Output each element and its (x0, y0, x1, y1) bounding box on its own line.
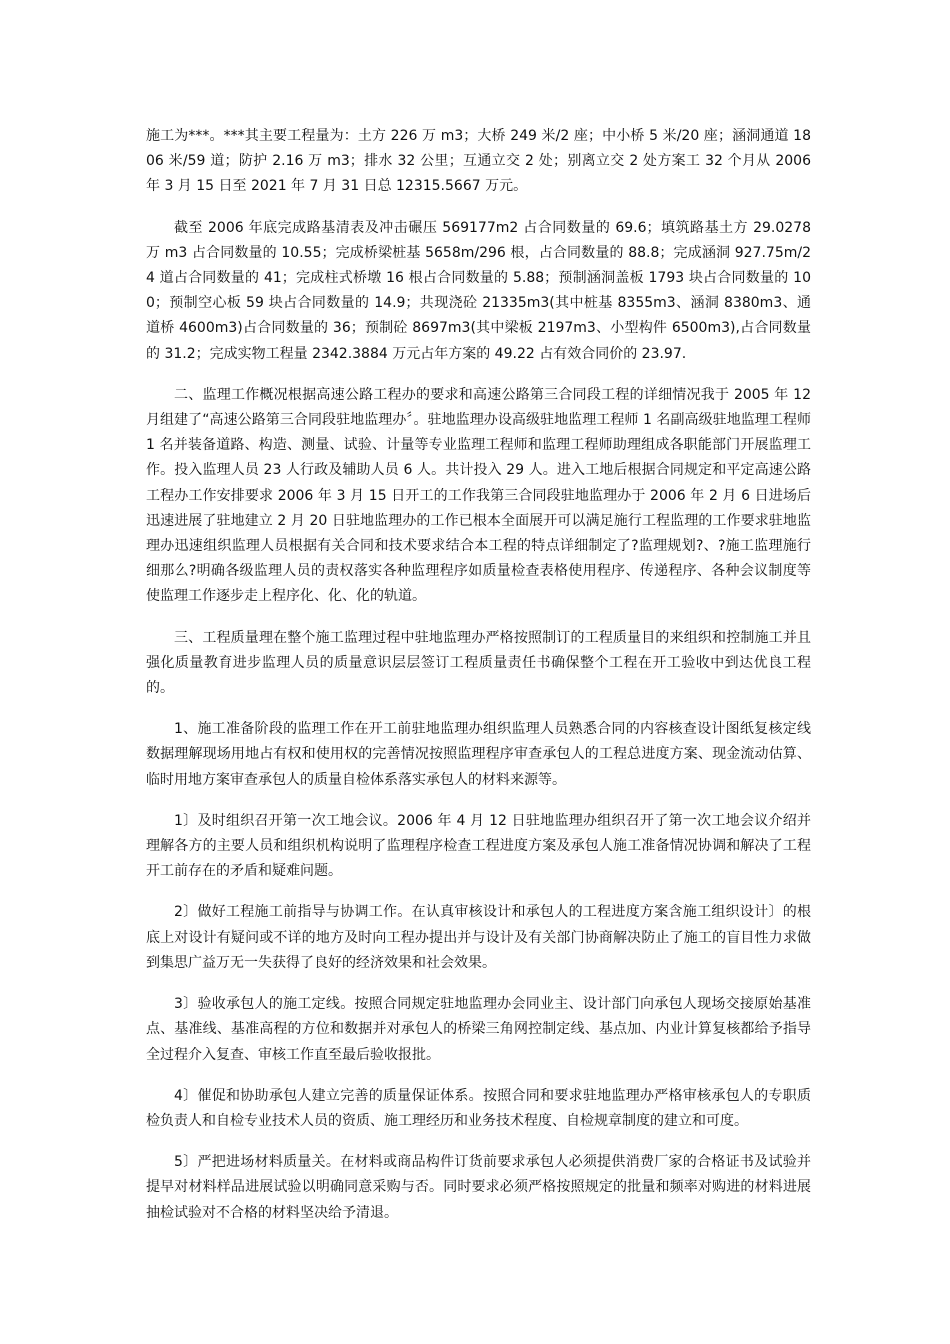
paragraph-item-3-setting-out: 3〕验收承包人的施工定线。按照合同规定驻地监理办会同业主、设计部门向承包人现场交接原始基准点、基准线、基准高程的方位和数据并对承包人的桥梁三角网控制定线、基点加、内业计算复核都给予指导全过程介入复查、审核工作直至最后验收报批。 (146, 996, 811, 1063)
paragraph-project-scope: 施工为***。***其主要工程量为：土方 226 万 m3；大桥 249 米/2 座；中小桥 5 米/20 座；涵洞通道 1806 米/59 道；防护 2.16 万 m3；排水 32 公里；互通立交 2 处；别离立交 2 处方案工 32 个月从 2006 年 3 月 15 日至 2021 年 7 月 31 日总 12315.5667 万元。 (146, 128, 811, 195)
paragraph-item-2-coordination: 2〕做好工程施工前指导与协调工作。在认真审核设计和承包人的工程进度方案含施工组织设计〕的根底上对设计有疑问或不详的地方及时向工程办提出并与设计及有关部门协商解决防止了施工的盲目性力求做到集思广益万无一失获得了良好的经济效果和社会效果。 (146, 904, 811, 971)
document-page (146, 124, 811, 1242)
paragraph-preparation-stage: 1、施工准备阶段的监理工作在开工前驻地监理办组织监理人员熟悉合同的内容核查设计图纸复核定线数据理解现场用地占有权和使用权的完善情况按照监理程序审查承包人的工程总进度方案、现金流动估算、临时用地方案审查承包人的质量自检体系落实承包人的材料来源等。 (146, 721, 811, 788)
paragraph-supervision-overview: 二、监理工作概况根据高速公路工程办的要求和高速公路第三合同段工程的详细情况我于 2005 年 12 月组建了“高速公路第三合同段驻地监理办〞。驻地监理办设高级驻地监理工程师 1 名副高级驻地监理工程师 1 名并装备道路、构造、测量、试验、计量等专业监理工程师和监理工程师助理组成各职能部门开展监理工作。投入监理人员 23 人行政及辅助人员 6 人。共计投入 29 人。进入工地后根据合同规定和平定高速公路工程办工作安排要求 2006 年 3 月 15 日开工的工作我第三合同段驻地监理办于 2006 年 2 月 6 日进场后迅速进展了驻地建立 2 月 20 日驻地监理办的工作已根本全面展开可以满足施行工程监理的工作要求驻地监理办迅速组织监理人员根据有关合同和技术要求结合本工程的特点详细制定了?监理规划?、?施工监理施行细那么?明确各级监理人员的责权落实各种监理程序如质量检查表格使用程序、传递程序、各种会议制度等使监理工作逐步走上程序化、化、化的轨道。 (146, 386, 811, 605)
paragraph-item-1-first-meeting: 1〕及时组织召开第一次工地会议。2006 年 4 月 12 日驻地监理办组织召开了第一次工地会议介绍并理解各方的主要人员和组织机构说明了监理程序检查工程进度方案及承包人施工准备情况协调和解决了工程开工前存在的矛盾和疑难问题。 (146, 812, 811, 880)
paragraph-quality-management: 三、工程质量理在整个施工监理过程中驻地监理办严格按照制订的工程质量目的来组织和控制施工并且强化质量教育进步监理人员的质量意识层层签订工程质量责任书确保整个工程在开工验收中到达优良工程的。 (146, 629, 811, 697)
paragraph-item-5-material-control: 5〕严把进场材料质量关。在材料或商品构件订货前要求承包人必须提供消费厂家的合格证书及试验并提早对材料样品进展试验以明确同意采购与否。同时要求必须严格按照规定的批量和频率对购进的材料进展抽检试验对不合格的材料坚决给予清退。 (146, 1154, 811, 1221)
paragraph-item-4-quality-system: 4〕催促和协助承包人建立完善的质量保证体系。按照合同和要求驻地监理办严格审核承包人的专职质检负责人和自检专业技术人员的资质、施工理经历和业务技术程度、自检规章制度的建立和可度。 (146, 1087, 811, 1129)
paragraph-progress-2006: 截至 2006 年底完成路基清表及冲击碾压 569177m2 占合同数量的 69.6；填筑路基土方 29.0278 万 m3 占合同数量的 10.55；完成桥梁桩基 5658m/296 根，占合同数量的 88.8；完成涵洞 927.75m/24 道占合同数量的 41；完成柱式桥墩 16 根占合同数量的 5.88；预制涵洞盖板 1793 块占合同数量的 100；预制空心板 59 块占合同数量的 14.9；共现浇砼 21335m3(其中桩基 8355m3、涵洞 8380m3、通道桥 4600m3)占合同数量的 36；预制砼 8697m3(其中梁板 2197m3、小型构件 6500m3),占合同数量的 31.2；完成实物工程量 2342.3884 万元占年方案的 49.22 占有效合同价的 23.97. (146, 219, 811, 362)
